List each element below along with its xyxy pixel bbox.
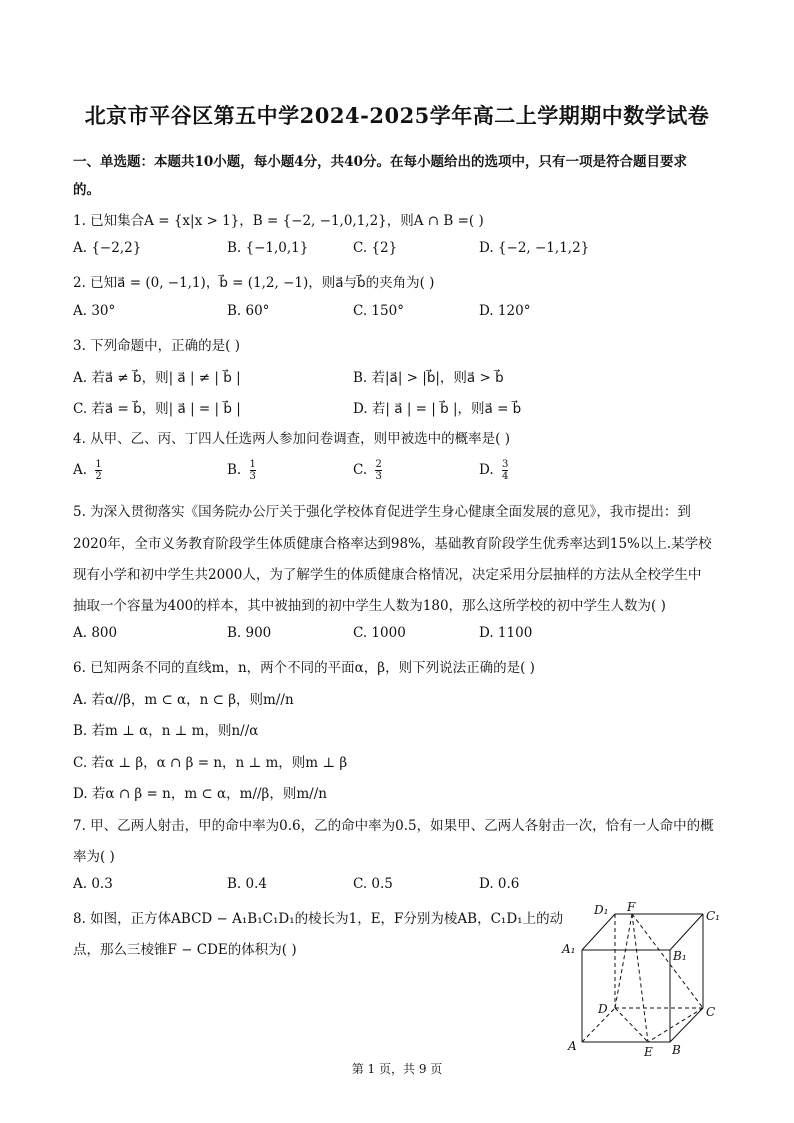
question-4-stem: 4. 从甲、乙、丙、丁四人任选两人参加问卷调查，则甲被选中的概率是( ) — [73, 431, 510, 447]
question-2-stem: 2. 已知a⃗ = (0, −1,1)，b⃗ = (1,2, −1)，则a⃗与b⃗的夹角为( ) — [73, 275, 435, 291]
option-label: A. — [73, 462, 88, 478]
label-e: E — [644, 1045, 653, 1059]
option-a: A. 若a⃗ ≠ b⃗，则| a⃗ | ≠ | b⃗ | — [73, 370, 241, 386]
label-c1: C₁ — [706, 909, 720, 923]
question-5-options — [73, 625, 733, 645]
question-6-option-a: A. 若α//β，m ⊂ α，n ⊂ β，则m//n — [73, 692, 294, 708]
question-8-line2: 点，那么三棱锥F − CDE的体积为( ) — [73, 942, 297, 958]
page-title: 北京市平谷区第五中学2024-2025学年高二上学期期中数学试卷 — [84, 103, 710, 128]
option-c: C. 1000 — [353, 625, 406, 641]
question-5-line4: 抽取一个容量为400的样本，其中被抽到的初中学生人数为180，那么这所学校的初中学生人数为( ) — [73, 598, 666, 614]
edge-b-c — [670, 1008, 703, 1042]
question-3-options-row1 — [73, 366, 733, 386]
option-a: A. {−2,2} — [73, 240, 142, 256]
section-instructions-line1: 一、单选题：本题共10小题，每小题4分，共40分。在每小题给出的选项中，只有一项是符合题目要求 — [73, 154, 687, 170]
question-5-line1: 5. 为深入贯彻落实《国务院办公厅关于强化学校体育促进学生身心健康全面发展的意见》，我市提出：到 — [73, 504, 691, 520]
option-d — [479, 459, 508, 482]
label-a: A — [568, 1039, 577, 1053]
question-6-option-b: B. 若m ⊥ α，n ⊥ m，则n//α — [73, 723, 259, 739]
denominator: 3 — [375, 471, 382, 482]
option-c: C. {2} — [353, 240, 398, 256]
question-8-line1: 8. 如图，正方体ABCD − A₁B₁C₁D₁的棱长为1，E，F分别为棱AB，C₁D₁上的动 — [73, 911, 564, 927]
option-label: B. — [227, 462, 242, 478]
question-3-options-row2 — [73, 397, 733, 417]
option-a — [73, 459, 102, 482]
option-b: B. 0.4 — [227, 876, 267, 892]
edge-a1-d1 — [582, 914, 615, 950]
option-d: D. 若| a⃗ | = | b⃗ |，则a⃗ = b⃗ — [353, 401, 522, 417]
option-a: A. 0.3 — [73, 876, 113, 892]
option-d: D. 120° — [479, 303, 531, 319]
question-5-line3: 现有小学和初中学生共2000人，为了解学生的体质健康合格情况，决定采用分层抽样的方法从全校学生中 — [73, 567, 702, 583]
option-b: B. 若|a⃗| > |b⃗|，则a⃗ > b⃗ — [353, 370, 504, 386]
option-b: B. 60° — [227, 303, 270, 319]
edge-d-e — [615, 1008, 648, 1042]
option-c — [353, 459, 382, 482]
denominator: 4 — [501, 471, 509, 482]
numerator: 1 — [249, 459, 256, 470]
question-3-stem: 3. 下列命题中，正确的是( ) — [73, 338, 240, 354]
section-instructions-line2: 的。 — [73, 182, 100, 198]
numerator: 1 — [95, 459, 102, 470]
option-b: B. {−1,0,1} — [227, 240, 309, 256]
page-footer: 第 1 页，共 9 页 — [351, 1062, 443, 1076]
cube-figure — [560, 900, 730, 1062]
question-6-option-d: D. 若α ∩ β = n，m ⊂ α，m//β，则m//n — [73, 786, 327, 802]
denominator: 3 — [249, 471, 256, 482]
fraction — [375, 459, 381, 482]
numerator: 2 — [375, 459, 382, 470]
option-label: C. — [353, 462, 368, 478]
option-b: B. 900 — [227, 625, 272, 641]
option-a: A. 800 — [73, 625, 118, 641]
question-2-options — [73, 303, 733, 323]
option-label: D. — [479, 462, 494, 478]
label-a1: A₁ — [562, 942, 576, 956]
label-f: F — [627, 900, 636, 914]
label-d: D — [598, 1002, 608, 1016]
edge-f-c — [632, 914, 703, 1008]
numerator: 3 — [501, 459, 509, 470]
question-5-line2: 2020年，全市义务教育阶段学生体质健康合格率达到98%，基础教育阶段学生优秀率达到15%以上.某学校 — [73, 536, 712, 552]
edge-b1-c1 — [670, 914, 703, 950]
label-b1: B₁ — [673, 949, 687, 963]
label-b: B — [672, 1043, 681, 1057]
question-7-options — [73, 876, 733, 896]
fraction — [250, 459, 256, 482]
label-c: C — [706, 1005, 716, 1019]
option-d: D. {−2, −1,1,2} — [479, 240, 590, 256]
option-d: D. 1100 — [479, 625, 533, 641]
edge-f-d — [615, 914, 632, 1008]
denominator: 2 — [95, 471, 102, 482]
question-1-stem: 1. 已知集合A = {x|x > 1}，B = {−2, −1,0,1,2}，则A ∩ B =( ) — [73, 213, 484, 229]
option-d: D. 0.6 — [479, 876, 520, 892]
edge-f-e — [632, 914, 648, 1042]
question-6-stem: 6. 已知两条不同的直线m，n，两个不同的平面α，β，则下列说法正确的是( ) — [73, 660, 535, 676]
fraction — [502, 459, 508, 482]
fraction — [95, 459, 101, 482]
option-a: A. 30° — [73, 303, 116, 319]
question-7-line1: 7. 甲、乙两人射击，甲的命中率为0.6，乙的命中率为0.5，如果甲、乙两人各射击一次，恰有一人命中的概 — [73, 818, 714, 834]
question-4-options — [73, 459, 733, 489]
option-c: C. 若a⃗ = b⃗，则| a⃗ | = | b⃗ | — [73, 401, 241, 417]
label-d1: D₁ — [594, 903, 609, 917]
question-7-line2: 率为( ) — [73, 849, 115, 865]
question-1-options — [73, 240, 733, 260]
option-c: C. 150° — [353, 303, 404, 319]
option-c: C. 0.5 — [353, 876, 393, 892]
question-6-option-c: C. 若α ⊥ β，α ∩ β = n，n ⊥ m，则m ⊥ β — [73, 755, 348, 771]
option-b — [227, 459, 256, 482]
